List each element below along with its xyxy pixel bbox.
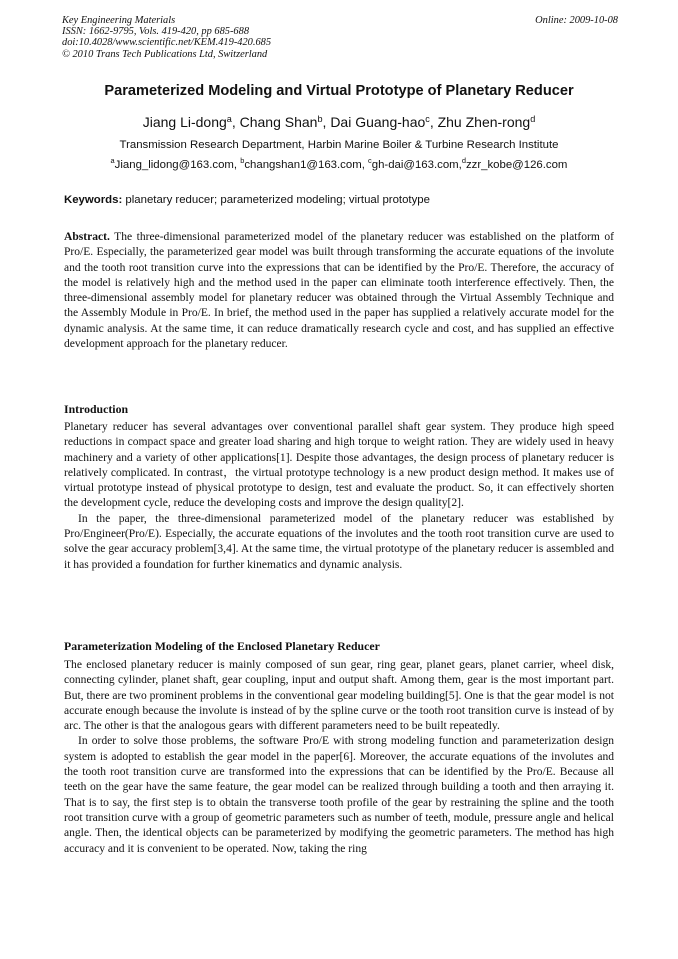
author-affil-mark: a (226, 114, 232, 124)
paragraph: In order to solve those problems, the software Pro/E with strong modeling function and parameterization design system is adopted to establish the gear model in the paper[6]. Moreover, the accurate equations of the involutes and the tooth root transition curve are transformed into the expressions that can be identified by the Pro/E. Because all teeth on the gear have the same feature, the gear model can be realized through building a tooth and then arraying it. That is to say, the first step is to obtain the transverse tooth profile of the gear by restraining the spline and the tooth root transition curve with a group of geometric parameters such as number of teeth, module, pressure angle and helical angle. Then, the identical objects can be parameterized by modifying the geometric parameters. The method has high accuracy and it is convenient to be operated. Now, taking the ring (64, 735, 614, 855)
keywords-text: planetary reducer; parameterized modeling; virtual prototype (125, 194, 430, 206)
journal-name: Key Engineering Materials (62, 15, 176, 26)
affiliation: Transmission Research Department, Harbin Marine Boiler & Turbine Research Institute (119, 139, 559, 151)
email-mark: d (461, 156, 466, 165)
introduction-body (64, 420, 614, 573)
author-affil-mark: c (425, 114, 430, 124)
paragraph: The enclosed planetary reducer is mainly composed of sun gear, ring gear, planet gears, planet carrier, wheel disk, connecting cylinder, planet shaft, gear coupling, input and output shaft. Among them, gear is the most important part. But, there are two prominent problems in the conventional gear modeling building[5]. One is that the gear model is not accurate enough because the involute is instead of by the spline curve or the tooth root transition curve is instead of by arc. The other is that the analogous gears with different parameters need to be built repeatedly. (64, 659, 614, 733)
author-affil-mark: d (530, 114, 536, 124)
email-mark: b (240, 156, 245, 165)
doi-line: doi:10.4028/www.scientific.net/KEM.419-420.685 (62, 37, 272, 49)
paragraph: Planetary reducer has several advantages over conventional parallel shaft gear system. They produce high speed reductions in compact space and greater load sharing and high torque to weight ration. They are widely used in heavy machinery and a variety of other applications[1]. Despite those advantages, the design process of planetary reducer is relatively complicated. In contrast，the virtual prototype technology is a new product design method. It makes use of virtual prototype instead of physical prototype to design, test and evaluate the product. So, it can effectively shorten the development cycle, reduce the developing costs and improve the design quality[2]. (64, 421, 614, 510)
section2-body (64, 658, 614, 857)
email-address: zzr_kobe@126.com (465, 159, 568, 171)
author-list: Jiang Li-dong$^a$, Chang Shan$^b$, Dai Guang-hao$^c$, Zhu Zhen-rong$^d$ (142, 114, 536, 130)
email-list: $^a$Jiang_lidong@163.com, $^b$changshan1@163.com, $^c$gh-dai@163.com,$^d$zzr_kobe@126.com (110, 156, 568, 171)
author-name: Jiang Li-dong (142, 114, 227, 130)
abstract-text: The three-dimensional parameterized model of the planetary reducer was established on the platform of Pro/E. Especially, the parameterized gear model was built through transforming the accurate equations of the involute and the tooth root transition curve into the expressions that can be identified by the Pro/E. Therefore, the accuracy of the model is relatively high and the method used in the paper can eliminate tooth interference effectively. Then, the three-dimensional assembly model for planetary reducer was obtained through the Virtual Assembly Technique and the Assembly Module in Pro/E. In brief, the method used in the paper has supplied a relatively accurate model for the dynamic analysis. At the same time, it can reduce dramatically research cycle and cost, and has supplied an effective development approach for the planetary reducer. (64, 231, 614, 351)
keywords-label: Keywords: (64, 194, 123, 206)
section-heading-parameterization: Parameterization Modeling of the Enclosed Planetary Reducer (64, 639, 380, 653)
keywords (64, 194, 620, 206)
email-address: changshan1@163.com (244, 159, 362, 171)
paper-title: Parameterized Modeling and Virtual Prototype of Planetary Reducer (104, 83, 574, 99)
paragraph: In the paper, the three-dimensional parameterized model of the planetary reducer was established by Pro/Engineer(Pro/E). Especially, the accurate equations of the involutes and the tooth root transition curve are used to solve the gear accuracy problem[3,4]. At the same time, the virtual prototype of the planetary reducer is assembled and it has provided a foundation for further kinematics and dynamic analysis. (64, 512, 614, 571)
issn-line: ISSN: 1662-9795, Vols. 419-420, pp 685-688 (62, 26, 250, 38)
author-affil-mark: b (317, 114, 323, 124)
author-name: Zhu Zhen-rong (437, 114, 531, 130)
section-heading-introduction: Introduction (64, 402, 129, 416)
author-name: Dai Guang-hao (330, 114, 426, 130)
journal-header (62, 15, 618, 60)
email-address: Jiang_lidong@163.com (114, 159, 234, 171)
author-name: Chang Shan (239, 114, 318, 130)
abstract (64, 230, 614, 352)
email-address: gh-dai@163.com (371, 159, 459, 171)
abstract-label: Abstract. (64, 231, 110, 243)
email-mark: c (368, 156, 372, 165)
copyright-line: © 2010 Trans Tech Publications Ltd, Switzerland (62, 48, 268, 60)
email-mark: a (110, 156, 115, 165)
online-date: Online: 2009-10-08 (535, 15, 618, 26)
